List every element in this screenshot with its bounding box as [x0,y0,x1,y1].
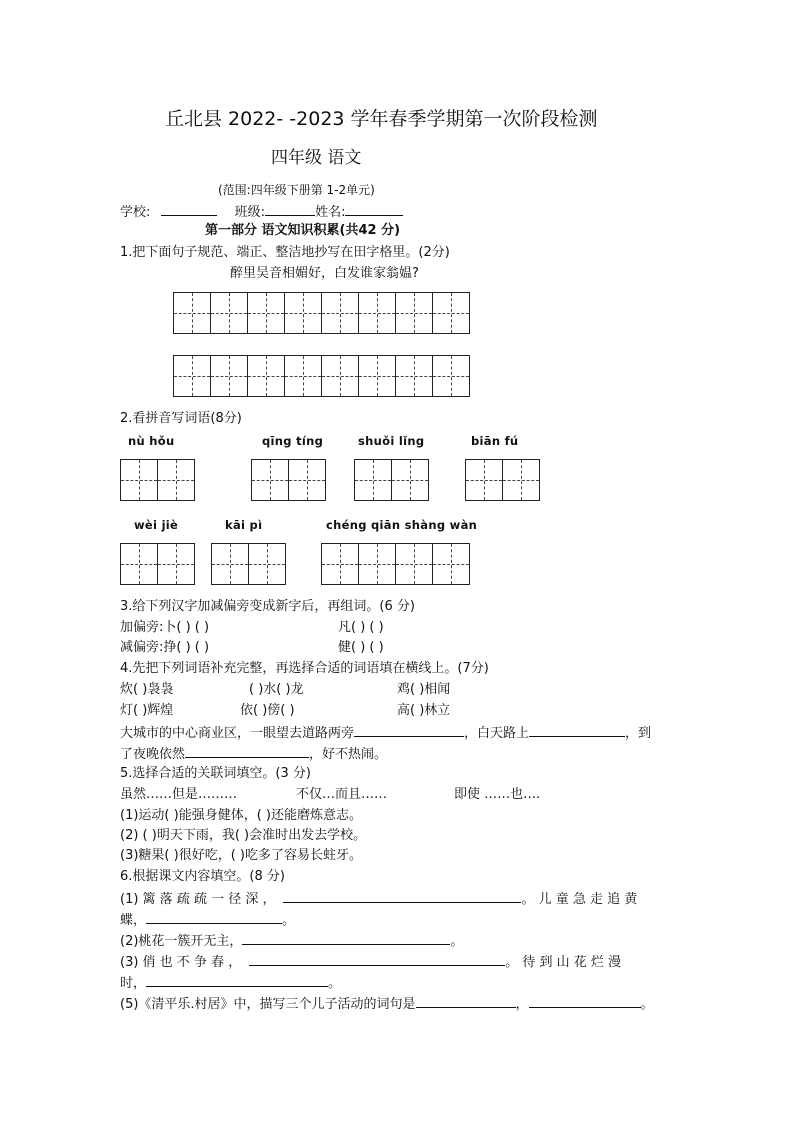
school-label: 学校: [120,205,151,220]
q4-passage-text: ，好不热闹。 [309,747,388,762]
grid-cell[interactable] [288,459,326,501]
grid-cell[interactable] [251,459,289,501]
grid-cell[interactable] [173,292,211,334]
exam-subtitle: 四年级 语文 [271,148,362,168]
grid-cell[interactable] [432,355,470,397]
q4-passage-text: ，白天路上 [464,726,530,741]
q5-sentence[interactable]: (2) ( )明天下雨，我( )会准时出发去学校。 [120,828,367,843]
pinyin-5: wèi jiè [134,518,179,532]
q6-text: (2)桃花一簇开无主， [120,934,243,949]
q4-item[interactable]: 炊( )袅袅 [120,682,174,697]
q6-text: 。 [328,976,342,991]
class-blank[interactable] [265,202,315,216]
q4-blank[interactable] [185,744,309,758]
grid-cell[interactable] [395,543,433,585]
grid-cell[interactable] [395,292,433,334]
q6-text: (5)《清平乐.村居》中，描写三个儿子活动的词句是 [120,997,416,1012]
q5-prompt: 5.选择合适的关联词填空。(3 分) [120,766,311,781]
grid-cell[interactable] [321,543,359,585]
grid-cell[interactable] [157,459,195,501]
q1-prompt: 1.把下面句子规范、端正、整洁地抄写在田字格里。(2分) [120,245,450,260]
q4-blank[interactable] [354,723,464,737]
q4-item[interactable]: 依( )傍( ) [240,703,295,718]
grid-cell[interactable] [247,355,285,397]
q6-blank[interactable] [249,952,505,966]
q6-text: 。 待 到 山 花 烂 漫 [505,955,622,970]
q6-line1 [120,889,637,909]
q5-option: 即使 ……也…. [454,787,541,802]
q5-option: 不仅…而且…… [296,787,388,802]
q3-row1b[interactable]: 凡( ) ( ) [338,620,384,635]
q6-blank[interactable] [146,973,328,987]
grid-cell[interactable] [321,292,359,334]
pinyin-1: nù hǒu [128,434,175,448]
school-field [120,202,403,222]
pinyin-6: kāi pì [225,518,263,532]
grid-cell[interactable] [247,292,285,334]
grid-cell[interactable] [120,459,158,501]
grid-cell[interactable] [284,355,322,397]
exam-scope: (范围:四年级下册第 1-2单元) [218,183,375,197]
q6-line2 [120,910,295,930]
pinyin-4: biān fú [471,434,519,448]
q6-blank[interactable] [146,910,282,924]
q6-prompt: 6.根据课文内容填空。(8 分) [120,869,285,884]
pinyin-2: qīng tíng [262,434,324,448]
q4-item[interactable]: 灯( )辉煌 [120,703,174,718]
q6-line4 [120,952,621,972]
q6-blank[interactable] [529,994,641,1008]
q2-grid-7[interactable] [321,543,470,585]
grid-cell[interactable] [391,459,429,501]
q4-item[interactable]: ( )水( )龙 [249,682,304,697]
q4-prompt: 4.先把下列词语补充完整，再选择合适的词语填在横线上。(7分) [120,661,489,676]
q2-grid-2[interactable] [251,459,326,501]
grid-cell[interactable] [210,292,248,334]
q4-blank[interactable] [529,723,625,737]
q6-text: 蝶， [120,913,147,928]
grid-cell[interactable] [173,355,211,397]
grid-cell[interactable] [210,355,248,397]
q4-passage-text: 大城市的中心商业区，一眼望去道路两旁 [120,726,355,741]
q5-sentence[interactable]: (3)糖果( )很好吃，( )吃多了容易长蛀牙。 [120,848,362,863]
grid-cell[interactable] [432,292,470,334]
q6-line6 [120,994,654,1014]
q6-blank[interactable] [242,931,450,945]
q4-passage-line2 [120,744,387,764]
grid-cell[interactable] [211,543,249,585]
q4-passage-text: ，到 [625,726,652,741]
q2-grid-5[interactable] [120,543,195,585]
grid-cell[interactable] [465,459,503,501]
grid-cell[interactable] [395,355,433,397]
q6-text: ， [515,997,529,1012]
q6-blank[interactable] [416,994,516,1008]
q1-grid-row2[interactable] [173,355,470,397]
name-label: 姓名: [315,205,346,220]
q2-grid-4[interactable] [465,459,540,501]
q4-passage-text: 了夜晚依然 [120,747,186,762]
grid-cell[interactable] [321,355,359,397]
q3-row1[interactable]: 加偏旁:卜( ) ( ) [120,620,210,635]
q3-row2[interactable]: 减偏旁:挣( ) ( ) [120,640,210,655]
q6-line5 [120,973,341,993]
q1-grid-row1[interactable] [173,292,470,334]
q2-grid-6[interactable] [211,543,286,585]
pinyin-3: shuǒi lǐng [358,434,425,448]
q6-text: (3) 俏 也 不 争 春 ， [120,955,242,970]
q5-option: 虽然……但是……… [120,787,238,802]
q2-grid-1[interactable] [120,459,195,501]
q2-prompt: 2.看拼音写词语(8分) [120,411,242,426]
grid-cell[interactable] [432,543,470,585]
grid-cell[interactable] [358,292,396,334]
q4-item[interactable]: 鸡( )相闻 [397,682,451,697]
grid-cell[interactable] [284,292,322,334]
class-label: 班级: [234,205,266,220]
pinyin-7: chéng qiān shàng wàn [326,518,478,532]
q6-text: 。 [450,934,464,949]
q6-text: 时， [120,976,147,991]
grid-cell[interactable] [502,459,540,501]
q3-row2b[interactable]: 健( ) ( ) [338,640,384,655]
q3-prompt: 3.给下列汉字加减偏旁变成新字后，再组词。(6 分) [120,599,415,614]
q6-blank[interactable] [283,889,521,903]
grid-cell[interactable] [354,459,392,501]
grid-cell[interactable] [358,543,396,585]
q6-text: (1) 篱 落 疏 疏 一 径 深 ， [120,892,276,907]
q5-sentence[interactable]: (1)运动( )能强身健体，( )还能磨炼意志。 [120,808,362,823]
q4-item[interactable]: 高( )林立 [397,703,451,718]
school-blank[interactable] [161,202,217,216]
part1-heading: 第一部分 语文知识积累(共42 分) [205,223,401,238]
q6-text: 。 儿 童 急 走 追 黄 [521,892,638,907]
grid-cell[interactable] [120,543,158,585]
q6-text: 。 [640,997,654,1012]
exam-title: 丘北县 2022- -2023 学年春季学期第一次阶段检测 [165,108,598,130]
name-blank[interactable] [345,202,403,216]
q1-sentence: 醉里吴音相媚好，白发谁家翁媪? [230,266,419,281]
grid-cell[interactable] [248,543,286,585]
grid-cell[interactable] [157,543,195,585]
q6-text: 。 [282,913,296,928]
grid-cell[interactable] [358,355,396,397]
q4-passage-line1 [120,723,651,743]
q2-grid-3[interactable] [354,459,429,501]
q6-line3 [120,931,463,951]
